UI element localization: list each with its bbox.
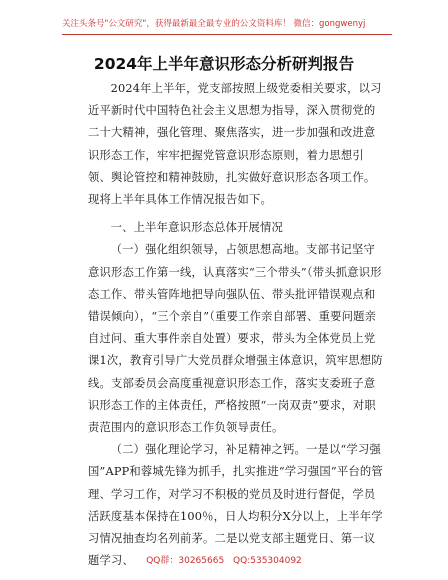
header-banner: 关注头条号"公文研究"，获得最新最全最专业的公文资料库！ 微信：gongwenyj bbox=[62, 19, 366, 29]
footer-contact: QQ群：30265665 QQ:535304092 bbox=[146, 556, 302, 566]
document-title: 2024年上半年意识形态分析研判报告 bbox=[93, 55, 355, 73]
section-paragraph-1: （一）强化组织领导，占领思想高地。支部书记坚守意识形态工作第一线，认真落实“三个带头”（带头抓意识形态工作、带头管阵地把导向强队伍、带头批评错误观点和错误倾向），“三个亲自”（重要工作亲自部署、重要问题亲自过问、重大事件亲自处置）要求，带头为全体党员上党课1次，教育引导广大党员群众增强主体意识，筑牢思想防线。支部委员会高度重视意识形态工作，落实支委班子意识形态工作的主体责任，严格按照“一岗双责”要求，对职责范围内的意识形态工作负领导责任。 bbox=[88, 243, 383, 435]
document-body bbox=[88, 78, 384, 572]
header-divider bbox=[62, 34, 392, 35]
intro-paragraph: 2024年上半年，党支部按照上级党委相关要求，以习近平新时代中国特色社会主义思想为指导，深入贯彻党的二十大精神，强化管理、聚焦落实，进一步加强和改进意识形态工作，牢牢把握党管意识形态原则，着力思想引领、舆论管控和精神鼓励，扎实做好意识形态各项工作。现将上半年具体工作情况报告如下。 bbox=[88, 82, 382, 207]
section-heading: 一、上半年意识形态总体开展情况 bbox=[110, 221, 284, 235]
section-paragraph-2: （二）强化理论学习，补足精神之钙。一是以“学习强国”APP和蓉城先锋为抓手，扎实推进“学习强国”平台的管理、学习工作，对学习不积极的党员及时进行督促，学员活跃度基本保持在100％，日人均积分X分以上，上半年学习情况抽查均名列前茅。二是以党支部主题党日、第一议题学习、 bbox=[88, 443, 383, 568]
